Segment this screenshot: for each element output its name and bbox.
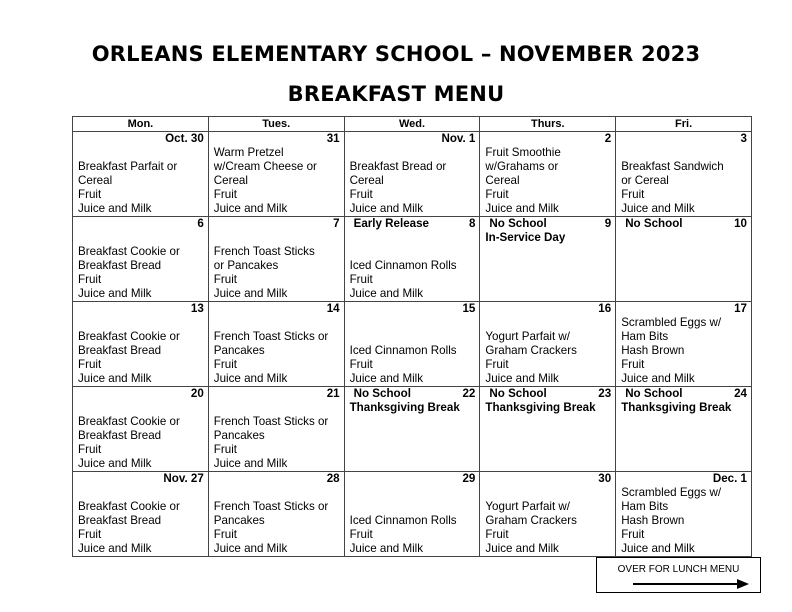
menu-item-line: Yogurt Parfait w/ (485, 500, 571, 513)
day-cell (73, 132, 209, 217)
day-header (78, 217, 204, 231)
menu-item-line: Ham Bits (621, 330, 669, 343)
menu-item-line: Fruit (78, 188, 102, 201)
day-header (485, 387, 611, 401)
menu-item-line: Juice and Milk (621, 542, 695, 555)
menu-item-line: Scrambled Eggs w/ (621, 316, 722, 329)
menu-item-line: Fruit (213, 443, 237, 456)
menu-item-line: Graham Crackers (485, 514, 577, 527)
menu-item-line: Warm Pretzel (213, 146, 284, 159)
menu-item-line: Juice and Milk (621, 202, 695, 215)
menu-item-line: Juice and Milk (485, 542, 559, 555)
day-cell (208, 302, 344, 387)
day-date: 14 (326, 302, 340, 315)
menu-item-line: Juice and Milk (78, 202, 152, 215)
menu-item-line: Hash Brown (621, 514, 685, 527)
menu-item-line: Yogurt Parfait w/ (485, 330, 571, 343)
day-cell (208, 132, 344, 217)
menu-item-line (350, 245, 476, 259)
day-date: 31 (326, 132, 340, 145)
menu-item-line: Juice and Milk (78, 287, 152, 300)
menu-item-line (350, 330, 476, 344)
day-cell (616, 302, 752, 387)
menu-item-line: Juice and Milk (78, 372, 152, 385)
day-date: 15 (462, 302, 476, 315)
right-arrow-icon (633, 579, 749, 589)
day-note: Early Release (353, 217, 430, 230)
weekday-header: Thurs. (480, 117, 616, 132)
day-header (214, 387, 340, 401)
day-note-detail: In-Service Day (485, 231, 566, 244)
day-date: 10 (734, 217, 747, 230)
day-cell (616, 132, 752, 217)
day-date: 16 (598, 302, 612, 315)
menu-item-line: Fruit (78, 443, 102, 456)
menu-item-line (350, 146, 476, 160)
menu-item-line (78, 146, 204, 160)
menu-item-line: Iced Cinnamon Rolls (349, 514, 457, 527)
day-date: Nov. 1 (441, 132, 476, 145)
day-cell (208, 472, 344, 557)
day-cell (480, 132, 616, 217)
day-header (214, 217, 340, 231)
menu-item-line: Breakfast Bread (78, 344, 162, 357)
day-cell (616, 217, 752, 302)
menu-item-line: Breakfast Cookie or (78, 330, 180, 343)
menu-item-line: Iced Cinnamon Rolls (349, 259, 457, 272)
menu-item-line: Fruit (213, 528, 237, 541)
week-row (73, 217, 752, 302)
menu-item-line (350, 500, 476, 514)
day-header (214, 132, 340, 146)
menu-item-line: Breakfast Bread (78, 259, 162, 272)
menu-item-line: Fruit (349, 188, 373, 201)
menu-item-line: Cereal (78, 174, 113, 187)
menu-item-line: Fruit (349, 528, 373, 541)
menu-item-line: w/Grahams or (485, 160, 559, 173)
day-cell (480, 217, 616, 302)
menu-item-line: French Toast Sticks (213, 245, 315, 258)
menu-item-line: Fruit (213, 358, 237, 371)
day-date: 13 (190, 302, 204, 315)
menu-item-line (78, 316, 204, 330)
day-cell (344, 387, 480, 472)
menu-item-line (621, 146, 747, 160)
menu-item-line (214, 231, 340, 245)
menu-item-line: Breakfast Parfait or (78, 160, 178, 173)
menu-item-line: Fruit (621, 528, 645, 541)
day-cell (616, 472, 752, 557)
menu-item-line: Fruit (213, 188, 237, 201)
menu-item-line: or Pancakes (213, 259, 279, 272)
lunch-menu-note (596, 557, 761, 593)
menu-item-line: Juice and Milk (213, 372, 288, 385)
menu-item-line: Juice and Milk (213, 457, 288, 470)
day-date: 3 (740, 132, 747, 145)
day-header (78, 302, 204, 316)
menu-item-line: French Toast Sticks or (213, 415, 329, 428)
day-header (350, 302, 476, 316)
day-date: 24 (734, 387, 747, 400)
day-header (350, 217, 476, 231)
lunch-menu-text: OVER FOR LUNCH MENU (617, 564, 740, 575)
menu-item-line: Cereal (213, 174, 248, 187)
menu-item-line: French Toast Sticks or (213, 330, 329, 343)
day-header (78, 472, 204, 486)
menu-item-line: Fruit (349, 273, 373, 286)
menu-item-line: Juice and Milk (213, 287, 288, 300)
day-date: 30 (598, 472, 612, 485)
weekday-header: Wed. (344, 117, 480, 132)
day-cell (344, 472, 480, 557)
menu-item-line: Fruit (213, 273, 237, 286)
menu-item-line (78, 486, 204, 500)
day-date: 9 (604, 217, 612, 230)
menu-item-line (78, 401, 204, 415)
menu-item-line (214, 401, 340, 415)
day-date: 2 (604, 132, 612, 145)
menu-item-line: Cereal (349, 174, 384, 187)
menu-item-line: Breakfast Cookie or (78, 500, 180, 513)
week-row (73, 132, 752, 217)
day-note: No School (489, 217, 547, 230)
menu-item-line (350, 316, 476, 330)
weekday-header-row (73, 117, 752, 132)
menu-item-line: Fruit (485, 358, 509, 371)
day-header (350, 132, 476, 146)
menu-item-line: Fruit (349, 358, 373, 371)
menu-item-line: Graham Crackers (485, 344, 577, 357)
menu-item-line: Juice and Milk (213, 542, 288, 555)
menu-item-line: Juice and Milk (349, 542, 424, 555)
day-header (485, 217, 611, 231)
menu-item-line: Fruit (621, 188, 645, 201)
day-cell (480, 302, 616, 387)
day-note: No School (625, 387, 683, 400)
day-date: Oct. 30 (165, 132, 204, 145)
menu-item-line: French Toast Sticks or (213, 500, 329, 513)
menu-item-line: Fruit (78, 273, 102, 286)
day-cell (344, 132, 480, 217)
day-note: No School (489, 387, 547, 400)
day-cell (73, 217, 209, 302)
menu-item-line: Iced Cinnamon Rolls (349, 344, 457, 357)
day-header (621, 472, 747, 486)
menu-item-line: Pancakes (213, 429, 265, 442)
menu-item-line: Cereal (485, 174, 520, 187)
day-header (621, 302, 747, 316)
day-date: 17 (734, 302, 747, 315)
menu-item-line: Breakfast Bread (78, 514, 162, 527)
day-cell (208, 217, 344, 302)
day-header (621, 217, 747, 231)
day-date: 22 (462, 387, 476, 400)
day-cell (73, 387, 209, 472)
menu-item-line: Juice and Milk (349, 287, 424, 300)
day-header (78, 387, 204, 401)
day-cell (344, 302, 480, 387)
menu-item-line: Juice and Milk (349, 202, 424, 215)
page-title: ORLEANS ELEMENTARY SCHOOL – NOVEMBER 2023 (91, 42, 701, 66)
menu-item-line: or Cereal (621, 174, 669, 187)
week-row (73, 302, 752, 387)
day-header (78, 132, 204, 146)
day-header (214, 302, 340, 316)
menu-item-line: Juice and Milk (485, 372, 559, 385)
day-cell (344, 217, 480, 302)
menu-item-line: Fruit (621, 358, 645, 371)
menu-item-line: Juice and Milk (621, 372, 695, 385)
day-header (485, 132, 611, 146)
menu-item-line: Hash Brown (621, 344, 685, 357)
menu-item-line: Scrambled Eggs w/ (621, 486, 722, 499)
day-date: 6 (197, 217, 204, 230)
week-row (73, 387, 752, 472)
menu-item-line (350, 231, 476, 245)
menu-item-line: Fruit Smoothie (485, 146, 561, 159)
menu-item-line: Fruit (485, 188, 509, 201)
menu-item-line (214, 486, 340, 500)
menu-item-line: Juice and Milk (213, 202, 288, 215)
day-header (350, 472, 476, 486)
day-header (621, 387, 747, 401)
menu-item-line: Fruit (78, 358, 102, 371)
day-cell (616, 387, 752, 472)
day-header (621, 132, 747, 146)
menu-item-line: Breakfast Cookie or (78, 415, 180, 428)
weekday-header: Tues. (208, 117, 344, 132)
day-date: 20 (190, 387, 204, 400)
day-date: 23 (598, 387, 612, 400)
day-note-detail: Thanksgiving Break (485, 401, 596, 414)
day-cell (208, 387, 344, 472)
day-cell (73, 472, 209, 557)
day-date: 7 (333, 217, 340, 230)
menu-item-line (485, 486, 611, 500)
day-date: 28 (326, 472, 340, 485)
day-header (214, 472, 340, 486)
menu-item-line (78, 231, 204, 245)
week-row (73, 472, 752, 557)
day-cell (480, 472, 616, 557)
menu-item-line: Juice and Milk (349, 372, 424, 385)
menu-item-line: Fruit (485, 528, 509, 541)
menu-item-line: Breakfast Bread or (349, 160, 447, 173)
menu-item-line: Breakfast Sandwich (621, 160, 724, 173)
menu-item-line (350, 486, 476, 500)
page-subtitle: BREAKFAST MENU (287, 82, 505, 106)
day-header (485, 472, 611, 486)
day-cell (73, 302, 209, 387)
menu-item-line: Juice and Milk (485, 202, 559, 215)
day-date: Nov. 27 (163, 472, 204, 485)
day-date: 8 (468, 217, 476, 230)
menu-item-line: Pancakes (213, 344, 265, 357)
day-note-detail: Thanksgiving Break (349, 401, 460, 414)
weekday-header: Fri. (616, 117, 752, 132)
day-note-detail: Thanksgiving Break (621, 401, 732, 414)
day-header (485, 302, 611, 316)
menu-item-line: w/Cream Cheese or (213, 160, 317, 173)
menu-item-line: Juice and Milk (78, 542, 152, 555)
menu-item-line (214, 316, 340, 330)
menu-item-line: Juice and Milk (78, 457, 152, 470)
menu-calendar (72, 116, 752, 557)
menu-item-line: Pancakes (213, 514, 265, 527)
day-cell (480, 387, 616, 472)
menu-item-line: Breakfast Bread (78, 429, 162, 442)
menu-item-line: Ham Bits (621, 500, 669, 513)
day-date: Dec. 1 (712, 472, 747, 485)
day-note: No School (625, 217, 683, 230)
day-date: 21 (326, 387, 340, 400)
menu-item-line: Fruit (78, 528, 102, 541)
menu-item-line (485, 316, 611, 330)
day-date: 29 (462, 472, 476, 485)
weekday-header: Mon. (73, 117, 209, 132)
day-header (350, 387, 476, 401)
menu-item-line: Breakfast Cookie or (78, 245, 180, 258)
day-note: No School (353, 387, 411, 400)
